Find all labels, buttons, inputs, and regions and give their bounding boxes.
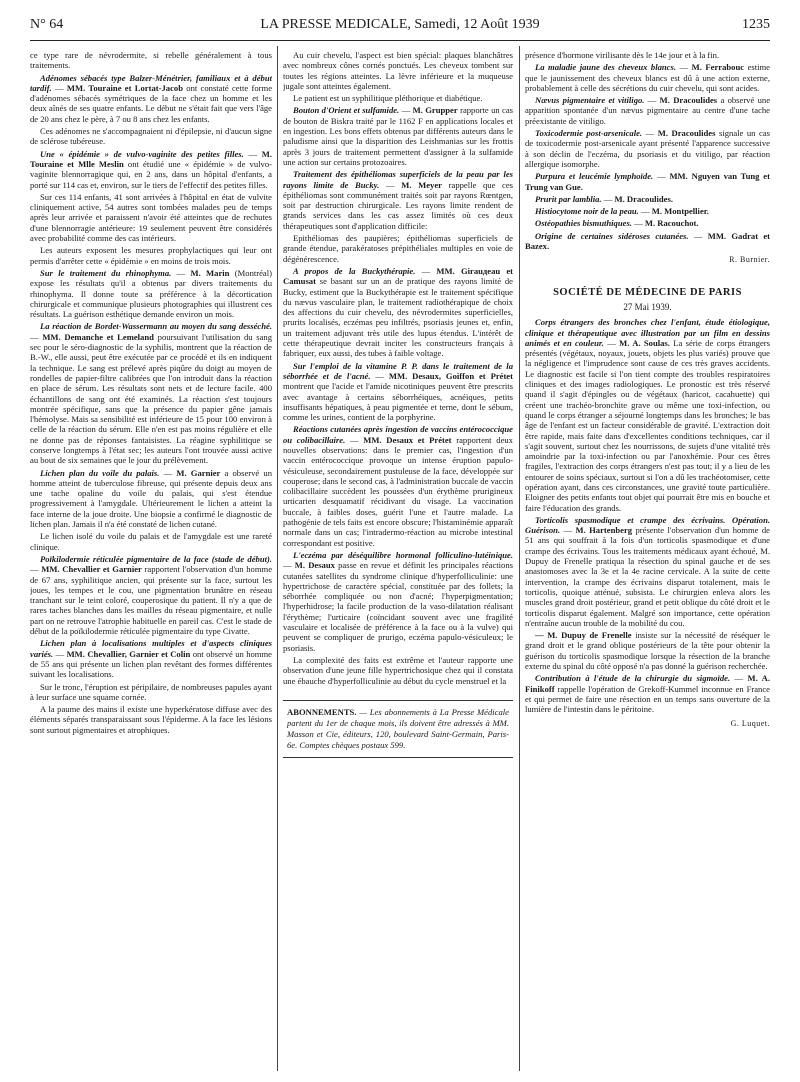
authors: MM. Nguyen van Tung et Trung van Gue. xyxy=(525,171,770,192)
paragraph-text: A la paume des mains il existe une hyperkératose diffuse avec des éléments séparés transparaissant sous l'épiderme. A la face les lésions sont surtout pigmentaires et atrophiques. xyxy=(30,704,272,735)
author-signature-2: G. Luquet. xyxy=(730,718,770,728)
paragraph-text: montrent que l'acide et l'amide nicotiniques peuvent être prescrits avec avantage à certains séborrhéiques, acnéiques, petits insuffisants hépatiques, à peau pigmentée et terne, dont le sébum, comme les urines, contient de la porphyrine. xyxy=(283,381,513,423)
authors: MM. Desaux, Goiffon et Prétet xyxy=(388,370,513,381)
abstract-title: Corps étrangers des bronches chez l'enfant, étude étiologique, clinique et thérapeutique avec illustration par un film en dessins animés et en couleur. xyxy=(525,317,770,348)
column-divider-2 xyxy=(519,46,520,1071)
paragraph xyxy=(283,93,513,103)
paragraph-text: Le lichen isolé du voile du palais et de l'amygdale est une rareté clinique. xyxy=(30,531,272,552)
authors: M. Dracoulides. xyxy=(614,193,673,204)
authors: — M. Dupuy de Frenelle xyxy=(535,630,632,641)
authors: MM. Desaux et Prétet xyxy=(363,434,452,445)
abstract-title: Contribution à l'étude de la chirurgie du sigmoïde. xyxy=(535,673,731,684)
column-1 xyxy=(30,50,272,1070)
abstract-title: Toxicodermie post-arsenicale. xyxy=(535,128,643,139)
abstract-title: Ostéopathies bismuthiques. xyxy=(535,218,632,229)
authors: M. Dracoulides xyxy=(657,128,716,139)
column-divider-1 xyxy=(277,46,278,1071)
authors: M. Dracoulides xyxy=(659,95,718,106)
abstract-title: Sur le traitement du rhinophyma. xyxy=(40,267,172,278)
section-date: 27 Mai 1939. xyxy=(623,301,672,312)
paragraph: Lichen plan du voile du palais. — M. Garnier a observé un homme atteint de tuberculose fibreuse, qui présente depuis deux ans une tache opaline du voile du palais, qui s'est étendue progressivement à l'amygdale. Ultérieurement le lichen a atteint la face interne de la joue droite. Une biopsie a confirmé le diagnostic de lichen plan. Jamais il n'a été constaté de lichen cutané. xyxy=(30,467,272,530)
authors: M. Ferrabouc xyxy=(691,62,745,73)
page-header xyxy=(30,12,770,38)
paragraph: Corps étrangers des bronches chez l'enfant, étude étiologique, clinique et thérapeutique avec illustration par un film en dessins animés et en couleur. — M. A. Soulas. La série de corps étrangers présentés (végétaux, noyaux, jouets, objets les plus variés) prouve que la négligence et l'imprudence sont cause de ces très graves accidents. Le diagnostic est facile si l'on tient compte des troubles respiratoires cliniques et des images radiologiques. Le pronostic est très réservé quand il s'agit d'épingles ou de végétaux (haricot, cacahuette) qui créent une trachéo-bronchite grave ou même une toxi-infection, ou quand le corps étranger a séjourné longtemps dans les bronches; le bas âge de l'enfant est un facteur considérable de gravité. L'extraction doit être rapide, mais faite dans d'excellentes conditions techniques, car il s'agit souvent, surtout chez les nourrissons, de sujets d'une vitalité très amoindrie par la toxi-infection ou par l'anoxhémie. Pour ces êtres fragiles, l'extraction des corps étrangers n'est pas tout; il y a lieu de les entourer de soins spéciaux, surtout si l'on a dû les trachéotomiser, cette opération ayant, dans ces circonstances, une gravité toute particulière. Eloigner des petits enfants tout objet qui pourrait être mis en bouche et faire l'éducation des grands. xyxy=(525,317,770,513)
abstract-title: La réaction de Bordet-Wassermann au moyen du sang desséché. xyxy=(40,321,272,332)
paragraph-text: ont observé un homme de 55 ans qui présente un lichen plan revêtant des formes différentes suivant les localisations. xyxy=(30,648,272,680)
paragraph-text: a observé une apparition spontanée d'un nævus pigmentaire au centre d'une tache préexistante de vitiligo. xyxy=(525,95,770,126)
paragraph-text: rapportent l'observation d'un homme de 67 ans, syphilitique ancien, qui présente sur la face, surtout les joues, les tempes et le cou, une pigmentation brunâtre en réseau tranchant sur le teint coloré, couperosique du patient. Il n'y a que de rares taches blanches dans les mailles du réseau pigmentaire, et nulle part on ne retrouve l'atrophie habituelle en pareil cas. C'est le stade de début de la poïkilodermie réticulée pigmentaire du type Civatte. xyxy=(30,564,272,637)
paragraph-text: présence d'hormone virilisante dès le 14e jour et à la fin. xyxy=(525,50,720,60)
header-rule xyxy=(30,40,770,41)
abstract-title: Purpura et leucémie lymphoïde. xyxy=(535,171,654,182)
abstract-title: Adénomes sébacés type Balzer-Ménétrier, familiaux et à début tardif. xyxy=(30,72,272,93)
abstract-title: Histiocytome noir de la peau. xyxy=(535,206,639,217)
paragraph-text: Epithéliomas des paupières; épithéliomas superficiels de grande étendue, parakératoses prépithéliales multiples en voie de dégénérescence. xyxy=(283,233,513,264)
abstract-title: Réactions cutanées après ingestion de vaccins entérococcique ou colibacillaire. xyxy=(283,424,513,445)
paragraph-text: ont étudié une « épidémie » de vulvo-vaginite blennorragique qui, en 2 ans, dans un hôpital d'enfants, a porté sur 114 cas et, environ, sur le tiers de l'effectif des petites filles. xyxy=(30,158,272,190)
abstract-title: Une « épidémie » de vulvo-vaginite des petites filles. xyxy=(40,148,244,159)
paragraph-text: La complexité des faits est extrême et l'auteur rapporte une observation d'une jeune fille hypertrichosique chez qui il constata une ébauche d'hyperfolliculinie au début du cycle menstruel et la xyxy=(283,654,513,686)
abstract-title: A propos de la Buckythérapie. xyxy=(293,265,416,276)
abstract-title: Traitement des épithéliomas superficiels de la peau par les rayons limite de Bucky. xyxy=(283,169,513,190)
authors: M. Racouchot. xyxy=(644,218,699,229)
authors: M. Grupper xyxy=(412,105,458,116)
page-number: 1235 xyxy=(742,17,770,32)
authors: MM. Chevallier, Garnier et Colin xyxy=(66,648,191,659)
paragraph xyxy=(30,704,272,735)
authors: M. Desaux xyxy=(294,560,335,571)
authors: MM. Girauдeau et Camusat xyxy=(283,265,513,287)
paragraph-text: Sur le tronc, l'éruption est péripilaire, de nombreuses papules ayant à leur surface une squame cornée. xyxy=(30,681,272,702)
paragraph: Purpura et leucémie lymphoïde. — MM. Nguyen van Tung et Trung van Gue. xyxy=(525,171,770,192)
paragraph xyxy=(283,655,513,686)
abstract-title: Sur l'emploi de la vitamine P. P. dans le traitement de la séborrhée et de l'acné. xyxy=(283,360,513,381)
paragraph-text: estime que le jaunissement des cheveux blancs est dû à une action externe, probablement à celle des sécrétions du cuir chevelu, qui sont acides. xyxy=(525,62,770,93)
paragraph: A propos de la Buckythérapie. — MM. Girauдeau et Camusat se basant sur un an de pratique des rayons limité de Bucky, estiment que la Buckythérapie est le traitement spécifique du nævus vasculaire plan, le traitement radiothérapique de choix des affections du cuir chevelu, des névrodermites superficielles, prurits localisés, eczémas peu infiltrés, psoriasis jeunes et, enfin, un traitement adjuvant très utile des lupus étendus. L'intérêt de cette thérapeutique devrait inciter les constructeurs français à fabriquer, eux aussi, des tubes à faible voltage. xyxy=(283,265,513,359)
authors: M. Touraine et Mlle Meslin xyxy=(30,148,272,169)
paragraph xyxy=(30,50,272,71)
paragraph-text: (Montréal) expose les résultats qu'il a obtenus par divers traitements du rhinophyma. Il donne toute sa préférence à la décortication chirurgicale et communique plusieurs photographies qui illustrent ces résultats. La guérison esthétique demande environ un mois. xyxy=(30,267,272,320)
paragraph: La réaction de Bordet-Wassermann au moyen du sang desséché. — MM. Demanche et Lemeland poursuivant l'utilisation du sang sec pour le séro-diagnostic de la syphilis, montrent que la réaction de B.-W., elle aussi, peut être exécutée par ce procédé et ils en indiquent la technique. Le sang est prélevé après piqûre du doigt au moyen de rondelles de papier-filtre calibrées que l'on introduit dans la réaction en place de sérum. Les résultats sont nets et de lecture facile. 400 échantillons de sang ont été examinés. La réaction s'est toujours montrée spécifique, sans que la présence du papier gêne jamais l'hémolyse. Mais sa sensibilité est inférieure de 15 pour 100 environ à celle de la réaction du sérum. Elle n'en est pas moins régulière et elle ne donne pas de réponses fantaisistes. La réagine syphilitique se conserve longtemps à l'état sec; les auteurs l'ont trouvée aussi active au bout de six semaines que le jour du prélèvement. xyxy=(30,321,272,466)
authors: M. Montpellier. xyxy=(651,206,709,217)
abstract-title: Lichen plan à localisations multiples et d'aspects cliniques variés. xyxy=(30,638,272,659)
paragraph: Ostéopathies bismuthiques. — M. Racouchot. xyxy=(535,218,699,229)
abstract-title: Origine de certaines sidéroses cutanées. xyxy=(535,230,689,241)
authors: MM. Touraine et Lortat-Jacob xyxy=(66,82,183,93)
paragraph xyxy=(30,245,272,266)
authors: MM. Gadrat et Bazex. xyxy=(525,230,770,252)
paragraph-text: rapporte un cas de bouton de Biskra traité par le 1162 F en applications locales et en ingestion. Les bons effets obtenus par différents auteurs dans le paludisme ainsi que la disparition des Leishmanias sur les frottis après 3 jours de traitement permettent d'assigner à la sulfamide une action sur certains protozoaires. xyxy=(283,105,513,167)
abstract-title: Poïkilodermie réticulée pigmentaire de la face (stade de début). xyxy=(40,553,272,564)
abstract-title: Nævus pigmentaire et vitiligo. xyxy=(535,95,645,106)
paragraph: Bouton d'Orient et sulfamide. — M. Grupper rapporte un cas de bouton de Biskra traité par le 1162 F en applications locales et en ingestion. Les bons effets obtenus par différents auteurs dans le paludisme ainsi que la disparition des Leishmanias sur les frottis après 3 jours de traitement permettent d'assigner à la sulfamide une action sur certains protozoaires. xyxy=(283,105,513,167)
abstract-title: Bouton d'Orient et sulfamide. xyxy=(293,105,400,116)
paragraph-text: signale un cas de toxicodermie post-arsenicale ayant présenté l'apparence successive à son déclin de l'eczéma, du psoriasis et du vitiligo, par réaction allergique isomorphe. xyxy=(525,128,770,169)
paragraph-text: a observé un homme atteint de tuberculose fibreuse, qui présente depuis deux ans une tache opaline du voile du palais, qui s'est étendue progressivement à l'amygdale. Ultérieurement le lichen a atteint la face interne de la joue droite. Une biopsie a confirmé le diagnostic de lichen plan. Jamais il n'a été constaté de lichen cutané. xyxy=(30,467,272,530)
column-3 xyxy=(525,50,770,1070)
paragraph: Torticolis spasmodique et crampe des écrivains. Opération. Guérison. — M. Hartenberg présente l'observation d'un homme de 51 ans qui souffrait à la fois d'un torticolis spasmodique et d'une crampe des écrivains. Tous les traitements médicaux ayant échoué, M. Dupuy de Frenelle pratiqua la résection du spinal gauche et de ses anastomoses avec la 3e et la 4e racine cervicale. A la suite de cette intervention, la crampe des écrivains disparut totalement, mais le torticolis, quoique atténué, subsista. Le chirurgien enleva alors les muscles grand droit postérieur, grand et petit oblique du côté droit et le torticolis disparut également. Malgré son importance, cette opération n'entraîne aucun trouble de la mobilité du cou. xyxy=(525,514,770,628)
subscription-text: — Les abonnements à La Presse Médicale partent du 1er de chaque mois, ils doivent être adressés à MM. Masson et Cie, éditeurs, 120, boulevard Saint-Germain, Paris-6e. Comptes chèques postaux 599. xyxy=(287,706,509,750)
paragraph: Réactions cutanées après ingestion de vaccins entérococcique ou colibacillaire. — MM. Desaux et Prétet rapportent deux nouvelles observations: dans le premier cas, l'ingestion d'un vaccin entérococcique provoque un intense éruption papulo-vésiculeuse, secondairement pustuleuse de la face, développée sur couperose; dans le second cas, à l'administration buccale de vaccin colibacillaire succèdent les poussées d'un érythème prurigineux urticarien desquamatif récidivant du visage. La vaccination buccale, à faibles doses, guérit l'une et l'autre malade. La pathogénie de tels faits est encore obscure; l'histaminémie apparaît normale dans un cas; l'intradermo-réaction au microbe intestinal correspondant est positive. xyxy=(283,424,513,548)
subscription-label: ABONNEMENTS. xyxy=(287,706,357,717)
paragraph xyxy=(283,233,513,264)
paragraph-text: présente l'observation d'un homme de 51 ans qui souffrait à la fois d'un torticolis spasmodique et d'une crampe des écrivains. Tous les traitements médicaux ayant échoué, M. Dupuy de Frenelle pratiqua la résection du spinal gauche et de ses anastomoses avec la 3e et la 4e racine cervicale. A la suite de cette intervention, la crampe des écrivains disparut totalement, mais le torticolis, quoique atténué, subsista. Le chirurgien enleva alors les muscles grand droit postérieur, grand et petit oblique du côté droit et le torticolis disparut également. Malgré son importance, cette opération n'entraîne aucun trouble de la mobilité du cou. xyxy=(525,525,770,628)
paragraph: Traitement des épithéliomas superficiels de la peau par les rayons limite de Bucky. — M. Meyer rappelle que ces épithéliomas sont communément traités soit par rayons Rœntgen, soit par destruction chirurgicale. Les rayons limite rendent de grands services dans les cas assez limités où ces deux thérapeutiques sont d'application difficile: xyxy=(283,169,513,231)
paragraph: Sur le traitement du rhinophyma. — M. Marin (Montréal) expose les résultats qu'il a obtenus par divers traitements du rhinophyma. Il donne toute sa préférence à la décortication chirurgicale et communique plusieurs photographies qui illustrent ces résultats. La guérison esthétique demande environ un mois. xyxy=(30,267,272,320)
paragraph: Une « épidémie » de vulvo-vaginite des petites filles. — M. Touraine et Mlle Meslin ont étudié une « épidémie » de vulvo-vaginite blennorragique qui, en 2 ans, dans un hôpital d'enfants, a porté sur 114 cas et, environ, sur le tiers de l'effectif des petites filles. xyxy=(30,148,272,190)
abstract-title: Lichen plan du voile du palais. xyxy=(40,467,160,478)
paragraph xyxy=(30,192,272,243)
paragraph-text: Le patient est un syphilitique pléthorique et diabétique. xyxy=(293,93,483,104)
paragraph-text: rappelle que ces épithéliomas sont communément traités soit par rayons Rœntgen, soit par destruction chirurgicale. Les rayons limite rendent de grands services dans les cas assez limités où ces deux thérapeutiques sont d'application difficile: xyxy=(283,179,513,231)
authors: M. A. Soulas. xyxy=(619,337,670,348)
paragraph-text: Au cuir chevelu, l'aspect est bien spécial: plaques blanchâtres avec nombreux cônes cornés ponctués. Les cheveux tombent sur toutes les régions atteintes. La lèvre inférieure et la muqueuse jugale sont atteintes également. xyxy=(283,50,513,91)
paragraph: Lichen plan à localisations multiples et d'aspects cliniques variés. — MM. Chevallier, Garnier et Colin ont observé un homme de 55 ans qui présente un lichen plan revêtant des formes différentes suivant les localisations. xyxy=(30,638,272,680)
paragraph: Nævus pigmentaire et vitiligo. — M. Dracoulides a observé une apparition spontanée d'un nævus pigmentaire au centre d'une tache préexistante de vitiligo. xyxy=(525,95,770,126)
paragraph: Toxicodermie post-arsenicale. — M. Dracoulides signale un cas de toxicodermie post-arsenicale ayant présenté l'apparence successive à son déclin de l'eczéma, du psoriasis et du vitiligo, par réaction allergique isomorphe. xyxy=(525,128,770,169)
paragraph: Origine de certaines sidéroses cutanées. — MM. Gadrat et Bazex. xyxy=(525,230,770,252)
paragraph xyxy=(283,50,513,91)
paragraph: Contribution à l'étude de la chirurgie du sigmoïde. — M. A. Finikoff rappelle l'opération de Grekoff-Kummel inconnue en France et qui permet de faire une résection en un temps sans ouverture de la lumière de l'intestin dans le péritoine. xyxy=(525,673,770,715)
paragraph-text: rappelle l'opération de Grekoff-Kummel inconnue en France et qui permet de faire une résection en un temps sans ouverture de la lumière de l'intestin dans le péritoine. xyxy=(525,683,770,715)
column-2 xyxy=(283,50,513,1070)
paragraph xyxy=(30,531,272,552)
paragraph-text: poursuivant l'utilisation du sang sec pour le séro-diagnostic de la syphilis, montrent que la réaction de B.-W., elle aussi, peut être exécutée par ce procédé et ils en indiquent la technique. Le sang est prélevé après piqûre du doigt au moyen de rondelles de papier-filtre calibrées que l'on introduit dans la réaction en place de sérum. Les résultats sont nets et de lecture facile. 400 échantillons de sang ont été examinés. La réaction s'est toujours montrée spécifique, sans que la présence du papier gêne jamais l'hémolyse. Mais sa sensibilité est inférieure de 15 pour 100 environ à celle de la réaction du sérum. Elle n'en est pas moins régulière et elle ne donne pas de réponses fantaisistes. La réagine syphilitique se conserve longtemps à l'état sec; les auteurs l'ont trouvée aussi active au bout de six semaines que le jour du prélèvement. xyxy=(30,331,272,466)
paragraph xyxy=(525,50,770,60)
paragraph: Sur l'emploi de la vitamine P. P. dans le traitement de la séborrhée et de l'acné. — MM. Desaux, Goiffon et Prétet montrent que l'acide et l'amide nicotiniques peuvent être prescrits avec avantage à certains séborrhéiques, acnéiques, petits insuffisants hépatiques, à peau pigmentée et terne, dont le sébum, comme les urines, contient de la porphyrine. xyxy=(283,360,513,423)
journal-title: LA PRESSE MEDICALE, Samedi, 12 Août 1939 xyxy=(260,17,540,32)
author-signature: R. Burnier. xyxy=(729,255,770,265)
paragraph-text: rapportent deux nouvelles observations: dans le premier cas, l'ingestion d'un vaccin entérococcique provoque un intense éruption papulo-vésiculeuse, secondairement pustuleuse de la face, développée sur couperose; dans le second cas, à l'administration buccale de vaccin colibacillaire succèdent les poussées d'un érythème prurigineux urticarien desquamatif récidivant du visage. La vaccination buccale, à faibles doses, guérit l'une et l'autre malade. La pathogénie de tels faits est encore obscure; l'histaminémie apparaît normale dans un cas; l'intradermo-réaction au microbe intestinal correspondant est positive. xyxy=(283,434,513,548)
paragraph-text: passe en revue et définit les principales réactions cutanées satellites du syndrome clinique d'hyperfolliculinie: une hypertrichose de caractère spécial, constituée par des follets; la séborrhée compliquée ou non d'acné; l'hyperpigmentation; l'hyperhidrose; la facile production de la vaso-dilatation réalisant l'érythème; l'urticaire (coïncidant souvent avec une fragilité vasculaire et localisée de préférence à la face ou à la vulve) qui peuvent se compliquer de prurigo, eczéma papulo-vésiculeux; le psoriasis. xyxy=(283,560,513,653)
paragraph xyxy=(525,630,770,671)
paragraph: La maladie jaune des cheveux blancs. — M. Ferrabouc estime que le jaunissement des cheveux blancs est dû à une action externe, probablement à celle des sécrétions du cuir chevelu, qui sont acides. xyxy=(525,62,770,93)
paragraph: Prurit par lamblia. — M. Dracoulides. xyxy=(535,193,673,204)
paragraph-text: insiste sur la nécessité de réséquer le grand droit et le grand oblique postérieurs de la tête pour obtenir la guérison du torticolis spasmodique lorsque la résection de la branche externe du spinal du côté opposé n'a pas donné la guérison recherchée. xyxy=(525,630,770,672)
section-title: SOCIÉTÉ DE MÉDECINE DE PARIS xyxy=(553,286,742,298)
authors: M. Meyer xyxy=(401,179,442,190)
paragraph-text: Sur ces 114 enfants, 41 sont arrivées à l'hôpital en état de vulvite cliniquement active, 54 autres sont tombées malades peu de temps après leur arrivée et paraissent n'avoir été atteintes que de rechutes d'une blennorragie antérieure: 19 seulement peuvent être considérés avec probabilité comme des cas intérieurs. xyxy=(30,191,272,244)
paragraph-text: ont constaté cette forme d'adénomes sébacés symétriques de la face chez un homme et les deux aînés de ses quatre enfants. Le début ne s'était fait que vers l'âge de 20 ans chez le père, à 7 ou 8 ans chez les enfants. xyxy=(30,82,272,124)
abstract-title: L'eczéma par déséquilibre hormonal folliculino-lutéinique. xyxy=(293,549,513,560)
paragraph xyxy=(30,126,272,147)
paragraph-text: se basant sur un an de pratique des rayons limité de Bucky, estiment que la Buckythérapie est le traitement spécifique du nævus vasculaire plan, le traitement radiothérapique de choix des affections du cuir chevelu, des névrodermites superficielles, prurits localisés, eczémas peu infiltrés, psoriasis jeunes et, enfin, un traitement adjuvant très utile des lupus étendus. L'intérêt de cette thérapeutique devrait inciter les constructeurs français à fabriquer, eux aussi, des tubes à faible voltage. xyxy=(283,276,513,359)
paragraph xyxy=(30,682,272,703)
paragraph: Poïkilodermie réticulée pigmentaire de la face (stade de début). — MM. Chevallier et Garnier rapportent l'observation d'un homme de 67 ans, syphilitique ancien, qui présente sur la face, surtout les joues, les tempes et le cou, une pigmentation brunâtre en réseau tranchant sur le teint coloré, couperosique du patient. Il n'y a que de rares taches blanches dans les mailles du réseau pigmentaire, et nulle part on ne retrouve l'atrophie habituelle en pareil cas. C'est le stade de début de la poïkilodermie réticulée pigmentaire du type Civatte. xyxy=(30,553,272,637)
abstract-title: Torticolis spasmodique et crampe des écrivains. Opération. Guérison. xyxy=(525,514,770,536)
abstract-title: Prurit par lamblia. xyxy=(535,193,602,204)
abstract-title: La maladie jaune des cheveux blancs. xyxy=(535,62,676,73)
paragraph: L'eczéma par déséquilibre hormonal folliculino-lutéinique. — M. Desaux passe en revue et définit les principales réactions cutanées satellites du syndrome clinique d'hyperfolliculinie: une hypertrichose de caractère spécial, constituée par des follets; la séborrhée compliquée ou non d'acné; l'hyperpigmentation; l'hyperhidrose; la facile production de la vaso-dilatation réalisant l'érythème; l'urticaire (coïncidant souvent avec une fragilité vasculaire et localisée de préférence à la face ou à la vulve) qui peuvent se compliquer de prurigo, eczéma papulo-vésiculeux; le psoriasis. xyxy=(283,549,513,653)
paragraph-text: Ces adénomes ne s'accompagnaient ni d'épilepsie, ni d'aucun signe de sclérose tubéreuse. xyxy=(30,126,272,147)
authors: M. Marin xyxy=(190,267,230,278)
authors: M. Garnier xyxy=(176,467,221,478)
subscription-notice xyxy=(283,700,513,758)
paragraph-text: Les auteurs exposent les mesures prophylactiques qui leur ont permis d'arrêter cette « épidémie » en moins de trois mois. xyxy=(30,245,272,266)
paragraph: Adénomes sébacés type Balzer-Ménétrier, familiaux et à début tardif. — MM. Touraine et Lortat-Jacob ont constaté cette forme d'adénomes sébacés symétriques de la face chez un homme et les deux aînés de ses quatre enfants. Le début ne s'était fait que vers l'âge de 20 ans chez le père, à 7 ou 8 ans chez les enfants. xyxy=(30,72,272,124)
authors: M. Hartenberg xyxy=(575,525,633,536)
paragraph-text: ce type rare de névrodermite, si rebelle généralement à tous traitements. xyxy=(30,50,272,71)
paragraph: Histiocytome noir de la peau. — M. Montpellier. xyxy=(535,206,709,217)
authors: MM. Demanche et Lemeland xyxy=(42,331,154,342)
issue-number: N° 64 xyxy=(30,17,64,32)
authors: MM. Chevallier et Garnier xyxy=(41,564,142,575)
authors: M. A. Finikoff xyxy=(525,673,770,694)
paragraph-text: La série de corps étrangers présentés (végétaux, noyaux, jouets, objets les plus variés) prouve que la négligence et l'imprudence sont cause de ces très graves accidents. Le diagnostic est facile si l'on tient compte des troubles respiratoires cliniques et des images radiologiques. Le pronostic est très réservé quand il s'agit d'épingles ou de végétaux (haricot, cacahuette) qui créent une trachéo-bronchite grave ou même une toxi-infection, ou quand le corps étranger a séjourné longtemps dans les bronches; le bas âge de l'enfant est un facteur considérable de gravité. L'extraction doit être rapide, mais faite dans d'excellentes conditions techniques, car il s'agit souvent, surtout chez les nourrissons, de sujets d'une vitalité très amoindrie par la toxi-infection ou par l'anoxhémie. Pour ces êtres fragiles, l'extraction des corps étrangers n'est pas tout; il y a lieu de les entourer de soins spéciaux, surtout si l'on a dû les trachéotomiser, cette opération ayant, dans ces circonstances, une gravité toute particulière. Eloigner des petits enfants tout objet qui pourrait être mis en bouche et faire l'éducation des grands. xyxy=(525,337,770,513)
